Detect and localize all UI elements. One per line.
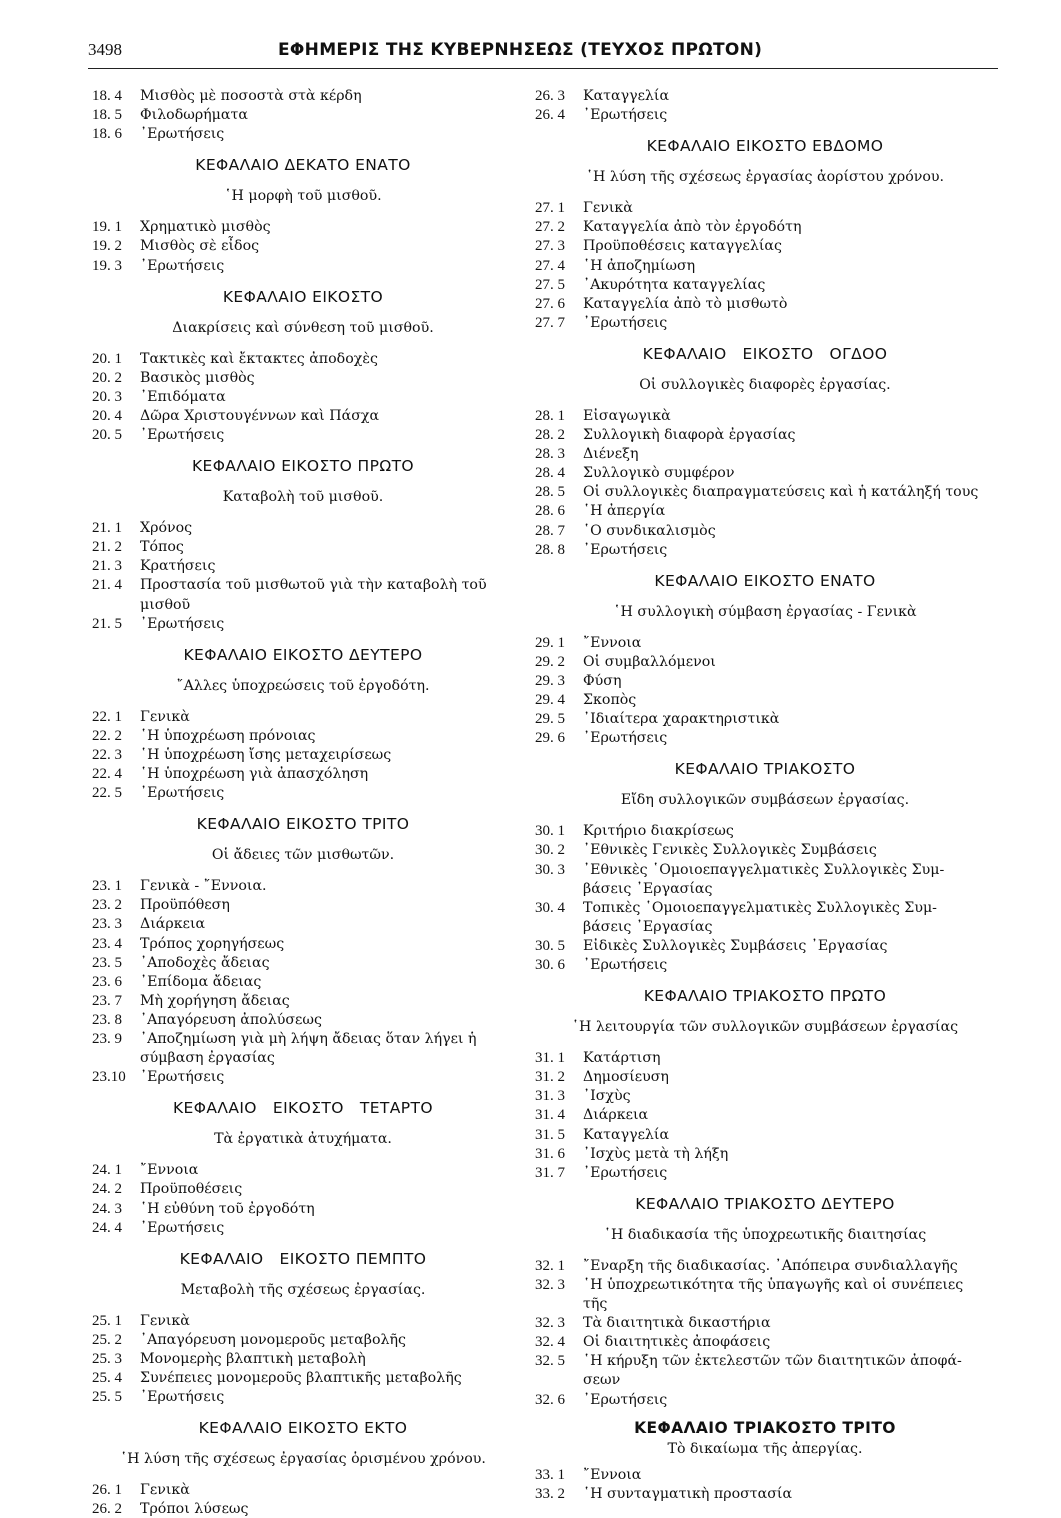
entry-title: Μισθὸς μὲ ποσοστὰ στὰ κέρδη: [140, 88, 362, 104]
toc-entry: [92, 1370, 514, 1387]
entry-number: 29. 2: [535, 653, 565, 670]
entry-number: 27. 1: [535, 200, 565, 217]
chapter-subtitle: ῎Αλλες ὑποχρεώσεις τοῦ ἐργοδότη.: [176, 677, 430, 694]
running-header: [88, 38, 998, 69]
entry-number: 24. 1: [92, 1162, 122, 1179]
entry-title: Καταγγελία ἀπὸ τὸ μισθωτὸ: [583, 295, 788, 312]
entry-title: Κατάρτιση: [583, 1050, 661, 1067]
toc-entry: [535, 277, 995, 294]
entry-number: 18. 5: [92, 107, 122, 124]
entry-number: 23. 8: [92, 1011, 122, 1028]
entry-number: 26. 2: [92, 1501, 122, 1518]
toc-entry: [535, 730, 995, 747]
entry-number: 23. 7: [92, 992, 122, 1009]
chapter-heading: ΚΕΦΑΛΑΙΟ ΕΙΚΟΣΤΟ ΟΓΔΟΟ: [642, 344, 888, 363]
entry-title: Σκοπὸς: [583, 692, 637, 708]
toc-entry: [535, 711, 995, 728]
entry-title: Μονομερὴς βλαπτικὴ μεταβολὴ: [140, 1350, 366, 1367]
entry-number: 32. 3: [535, 1276, 565, 1293]
entry-title: Γενικὰ: [140, 708, 190, 725]
entry-number: 30. 1: [535, 823, 565, 840]
toc-entry: [92, 1332, 514, 1349]
entry-title: Φιλοδωρήματα: [140, 107, 248, 124]
toc-entry: [92, 558, 514, 575]
chapter-heading: ΚΕΦΑΛΑΙΟ ΕΙΚΟΣΤΟ ΔΕΥΤΕΡΟ: [183, 645, 423, 664]
entry-number: 26. 4: [535, 107, 565, 124]
toc-entry: [92, 1162, 514, 1179]
entry-number: 28. 2: [535, 427, 565, 443]
entry-title: Διάρκεια: [583, 1107, 649, 1124]
entry-number: 29. 1: [535, 634, 565, 651]
entry-title: ᾿Ακυρότητα καταγγελίας: [583, 276, 766, 293]
entry-number: 27. 4: [535, 257, 565, 274]
entry-title: Χρηματικὸ μισθὸς: [140, 219, 271, 236]
entry-title: Διένεξη: [583, 446, 639, 463]
entry-title: Γενικὰ: [140, 1482, 190, 1499]
chapter-heading: ΚΕΦΑΛΑΙΟ ΕΙΚΟΣΤΟ ΤΕΤΑΡΤΟ: [172, 1099, 434, 1118]
entry-number: 29. 6: [535, 730, 565, 747]
entry-title: ῾Η ἀποζημίωση: [583, 257, 696, 274]
entry-title: ῾Η ὑποχρεωτικότητα τῆς ὑπαγωγῆς καὶ οἱ συνέπειες: [583, 1276, 964, 1293]
entry-title: ᾿Ερωτήσεις: [583, 1391, 668, 1408]
entry-number: 29. 4: [535, 692, 565, 708]
entry-title: ᾿Ερωτήσεις: [140, 615, 225, 632]
entry-title: ᾿Εθνικὲς Γενικὲς Συλλογικὲς Συμβάσεις: [583, 842, 877, 859]
entry-number: 21. 2: [92, 539, 122, 556]
toc-entry: [92, 1220, 514, 1237]
entry-title: ῾Η ὑποχρέωση ἴσης μεταχειρίσεως: [140, 746, 392, 763]
toc-entry: [92, 577, 514, 594]
toc-entry: [92, 728, 514, 745]
toc-entry-continuation: τῆς: [583, 1296, 608, 1312]
toc-entry: [92, 785, 514, 802]
entry-number: 27. 6: [535, 295, 565, 312]
chapter-heading: ΚΕΦΑΛΑΙΟ ΕΙΚΟΣΤΟ ΠΕΜΠΤΟ: [179, 1249, 427, 1268]
entry-number: 24. 4: [92, 1219, 122, 1236]
toc-entry: [535, 1467, 995, 1484]
entry-number: 31. 7: [535, 1164, 565, 1181]
toc-entry: [535, 1050, 995, 1067]
entry-title: ῾Η ὑποχρέωση πρόνοιας: [140, 727, 316, 744]
toc-entry: [92, 1201, 514, 1218]
entry-number: 21. 3: [92, 558, 122, 575]
entry-number: 32. 4: [535, 1334, 565, 1351]
entry-number: 20. 4: [92, 407, 122, 424]
entry-title: ᾿Ισχὺς: [583, 1088, 631, 1105]
entry-title: ᾿Ερωτήσεις: [583, 730, 668, 747]
chapter-subtitle: Τὸ δικαίωμα τῆς ἀπεργίας.: [667, 1440, 863, 1457]
entry-number: 20. 3: [92, 388, 122, 405]
entry-number: 25. 2: [92, 1331, 122, 1348]
chapter-heading: ΚΕΦΑΛΑΙΟ ΔΕΚΑΤΟ ΕΝΑΤΟ: [195, 156, 411, 175]
entry-number: 23. 6: [92, 973, 122, 990]
toc-entry: [92, 1351, 514, 1368]
toc-entry: [535, 1069, 995, 1086]
entry-number: 29. 5: [535, 711, 565, 728]
entry-title: ῾Η κήρυξη τῶν ἐκτελεστῶν τῶν διαιτητικῶν ἀποφά-: [583, 1353, 962, 1370]
toc-entry: [92, 1482, 514, 1499]
entry-number: 30. 5: [535, 937, 565, 954]
entry-title: Τρόποι λύσεως: [140, 1501, 249, 1518]
entry-number: 26. 1: [92, 1482, 122, 1499]
entry-number: 23. 3: [92, 916, 122, 933]
toc-entry: [535, 465, 995, 482]
chapter-subtitle: ῾Η λειτουργία τῶν συλλογικῶν συμβάσεων ἐργασίας: [571, 1019, 959, 1036]
toc-entry: [535, 542, 995, 559]
entry-number: 23. 9: [92, 1031, 122, 1047]
entry-number: 23. 5: [92, 954, 122, 971]
entry-number: 27. 7: [535, 314, 565, 331]
toc-entry: [535, 1088, 995, 1105]
toc-entry: [535, 938, 995, 955]
entry-title: Κρατήσεις: [140, 558, 216, 575]
entry-number: 18. 4: [92, 88, 122, 104]
entry-number: 20. 5: [92, 427, 122, 443]
entry-title: ῎Εννοια: [583, 634, 642, 651]
entry-number: 31. 3: [535, 1088, 565, 1105]
entry-number: 32. 3: [535, 1315, 565, 1332]
entry-number: 32. 1: [535, 1257, 565, 1274]
toc-entry: [535, 238, 995, 255]
chapter-subtitle: Οἱ συλλογικὲς διαφορὲς ἐργασίας.: [639, 376, 891, 393]
entry-title: ῾Η ἀπεργία: [583, 503, 666, 520]
toc-entry: [535, 1353, 995, 1370]
toc-entry: [92, 1389, 514, 1406]
entry-title: ᾿Ερωτήσεις: [583, 541, 668, 558]
entry-number: 21. 5: [92, 615, 122, 632]
entry-title: Δημοσίευση: [583, 1069, 669, 1086]
toc-entry: [92, 389, 514, 406]
entry-title: ᾿Απαγόρευση μονομεροῦς μεταβολῆς: [140, 1331, 406, 1348]
entry-title: Μισθὸς σὲ εἶδος: [140, 238, 260, 255]
entry-number: 23. 2: [92, 897, 122, 914]
entry-title: ᾿Ερωτήσεις: [583, 957, 668, 973]
entry-title: ᾿Ερωτήσεις: [140, 1389, 225, 1406]
entry-number: 23.10: [92, 1069, 126, 1086]
entry-number: 28. 1: [535, 407, 565, 424]
entry-title: ᾿Ερωτήσεις: [140, 785, 225, 802]
toc-entry: [92, 1313, 514, 1330]
entry-number: 20. 1: [92, 350, 122, 367]
toc-entry: [535, 635, 995, 652]
toc-entry: [535, 446, 995, 463]
entry-number: 33. 1: [535, 1466, 565, 1483]
toc-entry: [535, 1334, 995, 1351]
entry-title: Γενικὰ: [140, 1312, 190, 1329]
toc-entry: [535, 1258, 995, 1275]
entry-title: Δῶρα Χριστουγέννων καὶ Πάσχα: [140, 407, 380, 424]
entry-title: Τρόπος χορηγήσεως: [140, 935, 285, 952]
toc-entry: [535, 1127, 995, 1144]
entry-title: ᾿Ισχὺς μετὰ τὴ λήξη: [583, 1145, 729, 1162]
toc-entry: [535, 823, 995, 840]
entry-number: 28. 4: [535, 465, 565, 482]
toc-entry: [92, 88, 514, 105]
toc-entry-continuation: σεων: [583, 1372, 621, 1389]
chapter-subtitle: Τὰ ἐργατικὰ ἀτυχήματα.: [214, 1131, 392, 1148]
entry-title: ᾿Επίδομα ἄδειας: [140, 973, 262, 990]
toc-entry: [535, 219, 995, 236]
entry-title: Τακτικὲς καὶ ἔκτακτες ἀποδοχὲς: [140, 350, 378, 367]
chapter-heading: ΚΕΦΑΛΑΙΟ ΤΡΙΑΚΟΣΤΟ ΠΡΩΤΟ: [643, 987, 887, 1006]
toc-entry: [535, 503, 995, 520]
entry-title: Προστασία τοῦ μισθωτοῦ γιὰ τὴν καταβολὴ τοῦ: [140, 577, 487, 594]
toc-entry: [92, 897, 514, 914]
entry-number: 23. 1: [92, 878, 122, 895]
entry-number: 25. 4: [92, 1370, 122, 1386]
toc-entry: [92, 616, 514, 633]
entry-title: Φύση: [583, 672, 622, 689]
toc-entry: [535, 1277, 995, 1294]
entry-title: Συλλογικὸ συμφέρον: [583, 465, 735, 482]
entry-number: 19. 3: [92, 257, 122, 274]
entry-title: ᾿Επιδόματα: [140, 388, 226, 405]
entry-title: Τόπος: [140, 539, 184, 556]
entry-title: Εἰσαγωγικὰ: [583, 407, 671, 424]
entry-title: Γενικὰ - ῎Εννοια.: [140, 878, 267, 895]
entry-number: 31. 1: [535, 1050, 565, 1067]
toc-entry: [535, 1392, 995, 1409]
entry-number: 22. 5: [92, 785, 122, 802]
entry-title: Συλλογικὴ διαφορὰ ἐργασίας: [583, 427, 796, 443]
toc-entry: [535, 88, 995, 105]
entry-title: ᾿Αποδοχὲς ἄδειας: [140, 954, 270, 971]
entry-number: 19. 2: [92, 238, 122, 255]
chapter-subtitle: ῾Η συλλογικὴ σύμβαση ἐργασίας - Γενικὰ: [613, 603, 917, 620]
entry-number: 28. 3: [535, 446, 565, 463]
chapter-heading: ΚΕΦΑΛΑΙΟ ΕΙΚΟΣΤΟ ΕΚΤΟ: [198, 1419, 408, 1438]
entry-number: 24. 3: [92, 1200, 122, 1217]
chapter-heading: ΚΕΦΑΛΑΙΟ ΤΡΙΑΚΟΣΤΟ: [674, 760, 856, 779]
entry-title: Οἱ συμβαλλόμενοι: [583, 653, 716, 670]
entry-number: 25. 1: [92, 1312, 122, 1329]
entry-number: 31. 6: [535, 1145, 565, 1162]
entry-number: 22. 4: [92, 766, 122, 782]
toc-entry: [535, 523, 995, 540]
entry-number: 27. 3: [535, 238, 565, 255]
entry-title: ῾Η εὐθύνη τοῦ ἐργοδότη: [140, 1200, 315, 1217]
toc-entry: [92, 747, 514, 764]
entry-title: Γενικὰ: [583, 200, 633, 217]
toc-entry: [535, 315, 995, 332]
entry-number: 22. 3: [92, 746, 122, 763]
toc-entry: [92, 427, 514, 444]
entry-title: Οἱ συλλογικὲς διαπραγματεύσεις καὶ ἡ κατάληξή τους: [583, 484, 979, 501]
entry-title: ᾿Ερωτήσεις: [140, 257, 225, 274]
toc-entry: [92, 709, 514, 726]
toc-entry: [92, 539, 514, 556]
toc-entry: [92, 107, 514, 124]
entry-title: ᾿Ερωτήσεις: [140, 1069, 225, 1086]
toc-entry: [92, 1012, 514, 1029]
toc-entry: [535, 484, 995, 501]
entry-number: 24. 2: [92, 1181, 122, 1198]
entry-number: 22. 2: [92, 727, 122, 744]
toc-entry: [92, 258, 514, 275]
entry-number: 32. 5: [535, 1353, 565, 1370]
toc-entry-continuation: μισθοῦ: [140, 596, 191, 613]
entry-title: ῎Εννοια: [140, 1162, 199, 1179]
toc-entry: [92, 766, 514, 783]
chapter-heading: ΚΕΦΑΛΑΙΟ ΕΙΚΟΣΤΟ ΠΡΩΤΟ: [191, 457, 415, 476]
entry-number: 23. 4: [92, 935, 122, 952]
entry-title: Συνέπειες μονομεροῦς βλαπτικῆς μεταβολῆς: [140, 1370, 462, 1386]
toc-entry: [535, 900, 995, 917]
chapter-subtitle: ῾Η μορφὴ τοῦ μισθοῦ.: [224, 188, 382, 205]
entry-number: 25. 3: [92, 1350, 122, 1367]
entry-title: ῾Ο συνδικαλισμὸς: [583, 522, 716, 539]
chapter-subtitle: Οἱ ἄδειες τῶν μισθωτῶν.: [211, 847, 395, 864]
entry-title: Προϋποθέσεις καταγγελίας: [583, 238, 782, 255]
toc-entry: [92, 370, 514, 387]
entry-title: ῎Εννοια: [583, 1466, 642, 1483]
toc-entry: [535, 296, 995, 313]
entry-title: ᾿Ερωτήσεις: [140, 1219, 225, 1236]
toc-entry: [92, 916, 514, 933]
toc-entry: [92, 520, 514, 537]
toc-entry: [535, 408, 995, 425]
chapter-subtitle: Καταβολὴ τοῦ μισθοῦ.: [222, 489, 384, 506]
entry-title: Εἰδικὲς Συλλογικὲς Συμβάσεις ᾿Εργασίας: [583, 937, 888, 954]
toc-entry: [92, 1501, 514, 1518]
entry-number: 31. 4: [535, 1107, 565, 1124]
entry-title: Τοπικὲς ῾Ομοιοεπαγγελματικὲς Συλλογικὲς Συμ-: [583, 899, 937, 916]
entry-title: ᾿Αποζημίωση γιὰ μὴ λήψη ἄδειας ὅταν λήγει ἡ: [140, 1031, 477, 1047]
toc-entry-continuation: βάσεις ᾿Εργασίας: [583, 918, 713, 935]
chapter-subtitle: ῾Η λύση τῆς σχέσεως ἐργασίας ἀορίστου χρόνου.: [585, 169, 945, 186]
entry-title: Τὰ διαιτητικὰ δικαστήρια: [583, 1315, 771, 1332]
toc-entry: [92, 936, 514, 953]
toc-entry: [92, 219, 514, 236]
entry-number: 28. 6: [535, 503, 565, 520]
entry-title: Καταγγελία: [583, 88, 670, 104]
toc-entry: [535, 692, 995, 709]
entry-number: 26. 3: [535, 88, 565, 104]
chapter-heading: ΚΕΦΑΛΑΙΟ ΕΙΚΟΣΤΟ ΕΒΔΟΜΟ: [646, 137, 884, 156]
toc-entry: [92, 878, 514, 895]
toc-entry: [92, 351, 514, 368]
entry-number: 30. 3: [535, 861, 565, 878]
entry-title: ῾Η ὑποχρέωση γιὰ ἀπασχόληση: [140, 766, 369, 782]
entry-number: 19. 1: [92, 219, 122, 236]
toc-entry-continuation: σύμβαση ἐργασίας: [140, 1050, 275, 1067]
entry-number: 29. 3: [535, 672, 565, 689]
entry-number: 25. 5: [92, 1389, 122, 1406]
running-title: ΕΦΗΜΕΡΙΣ ΤΗΣ ΚΥΒΕΡΝΗΣΕΩΣ (ΤΕΥΧΟΣ ΠΡΩΤΟΝ): [278, 40, 763, 60]
toc-entry: [535, 1486, 995, 1503]
toc-entry: [92, 1069, 514, 1086]
entry-title: ᾿Ερωτήσεις: [140, 126, 225, 143]
toc-entry: [92, 1031, 514, 1048]
toc-entry: [535, 1315, 995, 1332]
toc-entry: [535, 957, 995, 974]
entry-number: 32. 6: [535, 1391, 565, 1408]
toc-entry: [535, 200, 995, 217]
chapter-heading: ΚΕΦΑΛΑΙΟ ΕΙΚΟΣΤΟ: [222, 287, 384, 306]
entry-title: ᾿Ερωτήσεις: [140, 427, 225, 443]
entry-title: Κριτήριο διακρίσεως: [583, 823, 734, 840]
chapter-subtitle: Μεταβολὴ τῆς σχέσεως ἐργασίας.: [180, 1281, 426, 1298]
entry-title: ᾿Εθνικὲς ῾Ομοιοεπαγγελματικὲς Συλλογικὲς Συμ-: [583, 861, 945, 878]
toc-entry: [535, 427, 995, 444]
entry-title: Καταγγελία: [583, 1126, 670, 1143]
chapter-heading: ΚΕΦΑΛΑΙΟ ΕΙΚΟΣΤΟ ΤΡΙΤΟ: [196, 815, 410, 834]
entry-number: 28. 7: [535, 522, 565, 539]
entry-number: 21. 4: [92, 577, 122, 594]
toc-entry: [535, 258, 995, 275]
chapter-subtitle: Διακρίσεις καὶ σύνθεση τοῦ μισθοῦ.: [172, 319, 434, 336]
entry-number: 31. 5: [535, 1126, 565, 1143]
toc-entry: [535, 654, 995, 671]
entry-number: 28. 8: [535, 541, 565, 558]
entry-title: ῾Η συνταγματικὴ προστασία: [583, 1485, 793, 1502]
entry-number: 33. 2: [535, 1485, 565, 1502]
toc-entry: [92, 955, 514, 972]
chapter-subtitle: Εἴδη συλλογικῶν συμβάσεων ἐργασίας.: [620, 792, 910, 809]
toc-entry: [92, 974, 514, 991]
toc-entry: [92, 408, 514, 425]
entry-title: ᾿Απαγόρευση ἀπολύσεως: [140, 1011, 322, 1028]
toc-entry: [535, 107, 995, 124]
entry-title: Προϋποθέσεις: [140, 1181, 243, 1198]
entry-number: 21. 1: [92, 520, 122, 537]
entry-title: Καταγγελία ἀπὸ τὸν ἐργοδότη: [583, 219, 802, 236]
chapter-heading: ΚΕΦΑΛΑΙΟ ΤΡΙΑΚΟΣΤΟ ΔΕΥΤΕΡΟ: [635, 1194, 895, 1213]
entry-number: 20. 2: [92, 369, 122, 386]
entry-number: 27. 2: [535, 219, 565, 236]
entry-title: ῎Εναρξη τῆς διαδικασίας. ᾿Απόπειρα συνδιαλλαγῆς: [583, 1257, 958, 1274]
entry-number: 31. 2: [535, 1069, 565, 1086]
entry-title: ᾿Ερωτήσεις: [583, 314, 668, 331]
toc-entry: [92, 238, 514, 255]
entry-title: Βασικὸς μισθὸς: [140, 369, 255, 386]
entry-title: ᾿Ιδιαίτερα χαρακτηριστικὰ: [583, 711, 780, 728]
chapter-heading: ΚΕΦΑΛΑΙΟ ΕΙΚΟΣΤΟ ΕΝΑΤΟ: [654, 571, 876, 590]
chapter-heading: ΚΕΦΑΛΑΙΟ ΤΡΙΑΚΟΣΤΟ ΤΡΙΤΟ: [634, 1418, 896, 1437]
entry-number: 30. 6: [535, 957, 565, 973]
entry-title: Οἱ διαιτητικὲς ἀποφάσεις: [583, 1334, 771, 1351]
entry-number: 18. 6: [92, 126, 122, 143]
toc-entry: [92, 1181, 514, 1198]
chapter-subtitle: ῾Η λύση τῆς σχέσεως ἐργασίας ὁρισμένου χρόνου.: [120, 1451, 486, 1468]
toc-entry: [535, 1165, 995, 1182]
toc-entry: [535, 862, 995, 879]
page-number: 3498: [88, 40, 122, 59]
entry-title: ᾿Ερωτήσεις: [583, 107, 668, 124]
entry-title: Μὴ χορήγηση ἄδειας: [140, 992, 290, 1009]
toc-entry: [535, 673, 995, 690]
entry-title: ᾿Ερωτήσεις: [583, 1164, 668, 1181]
toc-entry: [92, 126, 514, 143]
entry-number: 27. 5: [535, 276, 565, 293]
entry-number: 28. 5: [535, 484, 565, 501]
entry-number: 22. 1: [92, 708, 122, 725]
entry-number: 30. 4: [535, 899, 565, 916]
entry-number: 30. 2: [535, 842, 565, 859]
toc-entry: [535, 1107, 995, 1124]
toc-entry: [92, 993, 514, 1010]
chapter-subtitle: ῾Η διαδικασία τῆς ὑποχρεωτικῆς διαιτησίας: [603, 1226, 927, 1243]
entry-title: Διάρκεια: [140, 916, 206, 933]
entry-title: Χρόνος: [140, 520, 193, 537]
entry-title: Προϋπόθεση: [140, 897, 230, 914]
toc-entry-continuation: βάσεις ᾿Εργασίας: [583, 880, 713, 897]
toc-entry: [535, 842, 995, 859]
toc-entry: [535, 1146, 995, 1163]
